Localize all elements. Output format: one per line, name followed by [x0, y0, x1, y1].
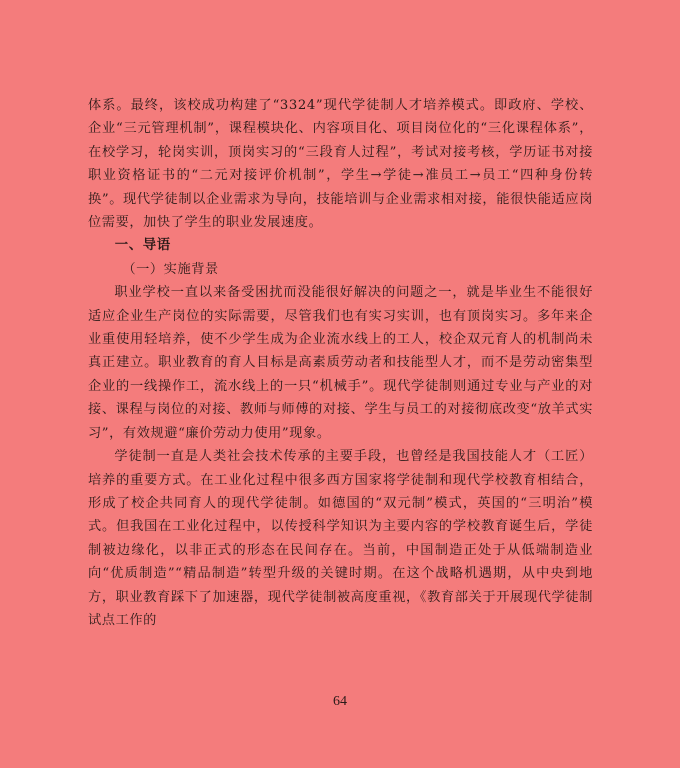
body-paragraph: 学徒制一直是人类社会技术传承的主要手段，也曾经是我国技能人才（工匠）培养的重要方式。在工业化过程中很多西方国家将学徒制和现代学校教育相结合，形成了校企共同育人的现代学徒制。如德国的“双元制”模式，英国的“三明治”模式。但我国在工业化过程中，以传授科学知识为主要内容的学校教育诞生后，学徒制被边缘化，以非正式的形态在民间存在。当前，中国制造正处于从低端制造业向“优质制造”“精品制造”转型升级的关键时期。在这个战略机遇期，从中央到地方，职业教育踩下了加速器，现代学徒制被高度重视，《教育部关于开展现代学徒制试点工作的	[88, 449, 593, 628]
section-heading: 一、导语	[114, 238, 171, 254]
subsection-heading: （一）实施背景	[122, 261, 219, 277]
document-page	[88, 94, 593, 632]
page-number: 64	[333, 694, 347, 709]
body-paragraph: 职业学校一直以来备受困扰而没能很好解决的问题之一，就是毕业生不能很好适应企业生产岗位的实际需要，尽管我们也有实习实训，也有顶岗实习。多年来企业重使用轻培养，使不少学生成为企业流水线上的工人，校企双元育人的机制尚未真正建立。职业教育的育人目标是高素质劳动者和技能型人才，而不是劳动密集型企业的一线操作工，流水线上的一只“机械手”。现代学徒制则通过专业与产业的对接、课程与岗位的对接、教师与师傅的对接、学生与员工的对接彻底改变“放羊式实习”，有效规避“廉价劳动力使用”现象。	[88, 285, 593, 441]
body-paragraph-continued: 体系。最终，该校成功构建了“3324”现代学徒制人才培养模式。即政府、学校、企业“三元管理机制”，课程模块化、内容项目化、项目岗位化的“三化课程体系”，在校学习，轮岗实训，顶岗实习的“三段育人过程”，考试对接考核，学历证书对接职业资格证书的“二元对接评价机制”，学生→学徒→准员工→员工“四种身份转换”。现代学徒制以企业需求为导向，技能培训与企业需求相对接，能很快能适应岗位需要，加快了学生的职业发展速度。	[88, 98, 593, 231]
